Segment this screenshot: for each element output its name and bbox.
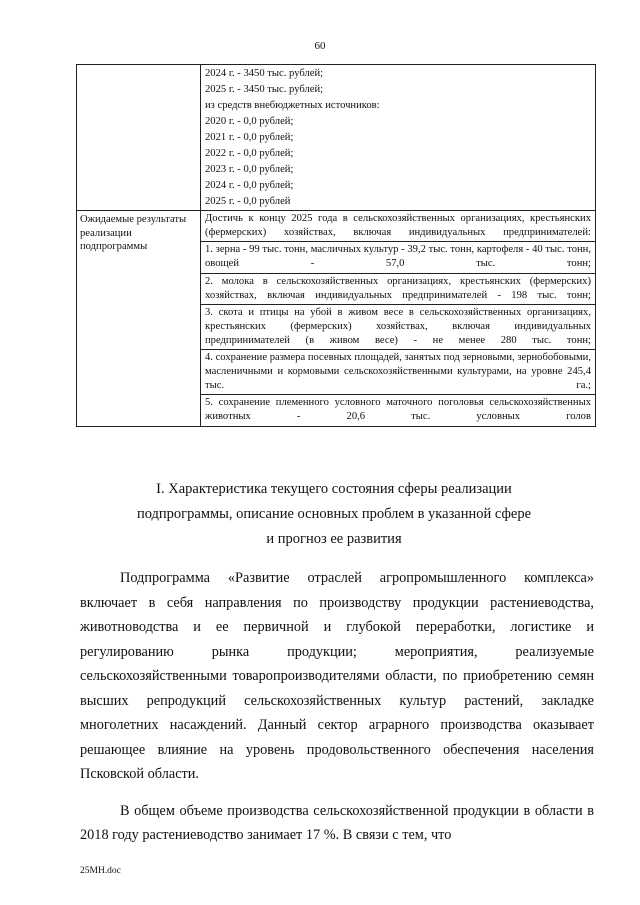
table-label-cell-empty: [77, 65, 201, 211]
funding-line: 2025 г. - 0,0 рублей: [205, 196, 291, 207]
expected-results-cell: [201, 211, 596, 427]
body-paragraph-1: Подпрограмма «Развитие отраслей агропромышленного комплекса» включает в себя направления по производству продукции растениеводства, животноводства и ее первичной и глубокой переработки, логистике и регулированию рынка продукции; мероприятия, реализуемые сельскохозяйственными товаропроизводителями области, по приобретению семян высших репродукций сельскохозяйственных культур растений, закладке многолетних насаждений. Данный сектор аграрного производства оказывает решающее влияние на уровень продовольственного обеспечения населения Псковской области.: [80, 570, 594, 782]
page-number: 60: [314, 40, 326, 52]
expected-results-label: Ожидаемые результаты реализации подпрограммы: [77, 211, 201, 427]
body-text: [80, 566, 594, 848]
funding-line: из средств внебюджетных источников:: [205, 100, 380, 111]
section-title: [64, 477, 604, 552]
funding-line: 2020 г. - 0,0 рублей;: [205, 116, 294, 127]
funding-line: 2022 г. - 0,0 рублей;: [205, 148, 294, 159]
results-item-2: 2. молока в сельскохозяйственных организациях, крестьянских (фермерских) хозяйствах, включая индивидуальных предпринимателей - 198 тыс. тонн;: [201, 274, 595, 305]
table-row-results: [77, 211, 596, 427]
funding-line: 2024 г. - 3450 тыс. рублей;: [205, 68, 324, 79]
funding-line: 2021 г. - 0,0 рублей;: [205, 132, 294, 143]
footer-filename: 25МН.doc: [80, 866, 121, 876]
funding-line: 2025 г. - 3450 тыс. рублей;: [205, 84, 324, 95]
funding-cell: [201, 65, 596, 211]
results-item-3: 3. скота и птицы на убой в живом весе в сельскохозяйственных организациях, крестьянских (фермерских) хозяйствах, включая индивидуальных предпринимателей (в живом весе) - не менее 280 тыс. тонн;: [201, 305, 595, 350]
section-title-line: подпрограммы, описание основных проблем в указанной сфере: [136, 506, 532, 522]
results-item-1: 1. зерна - 99 тыс. тонн, масличных культур - 39,2 тыс. тонн, картофеля - 40 тыс. тонн, овощей - 57,0 тыс. тонн;: [201, 242, 595, 273]
section-title-line: и прогноз ее развития: [266, 531, 402, 547]
funding-line: 2024 г. - 0,0 рублей;: [205, 180, 294, 191]
results-item-5: 5. сохранение племенного условного маточного поголовья сельскохозяйственных животных - 20,6 тыс. условных голов: [205, 397, 591, 423]
results-item-4: 4. сохранение размера посевных площадей, занятых под зерновыми, зернобобовыми, масленичными и кормовыми сельскохозяйственными культурами, на уровне 245,4 тыс. га.;: [201, 350, 595, 395]
body-paragraph-2: В общем объеме производства сельскохозяйственной продукции в области в 2018 году растениеводство занимает 17 %. В связи с тем, что: [80, 802, 594, 843]
program-table: [76, 64, 596, 427]
section-title-line: I. Характеристика текущего состояния сферы реализации: [156, 481, 512, 497]
funding-line: 2023 г. - 0,0 рублей;: [205, 164, 294, 175]
results-intro: Достичь к концу 2025 года в сельскохозяйственных организациях, крестьянских (фермерских) хозяйствах, включая индивидуальных предпринимателей:: [201, 211, 595, 242]
table-row-funding: [77, 65, 596, 211]
